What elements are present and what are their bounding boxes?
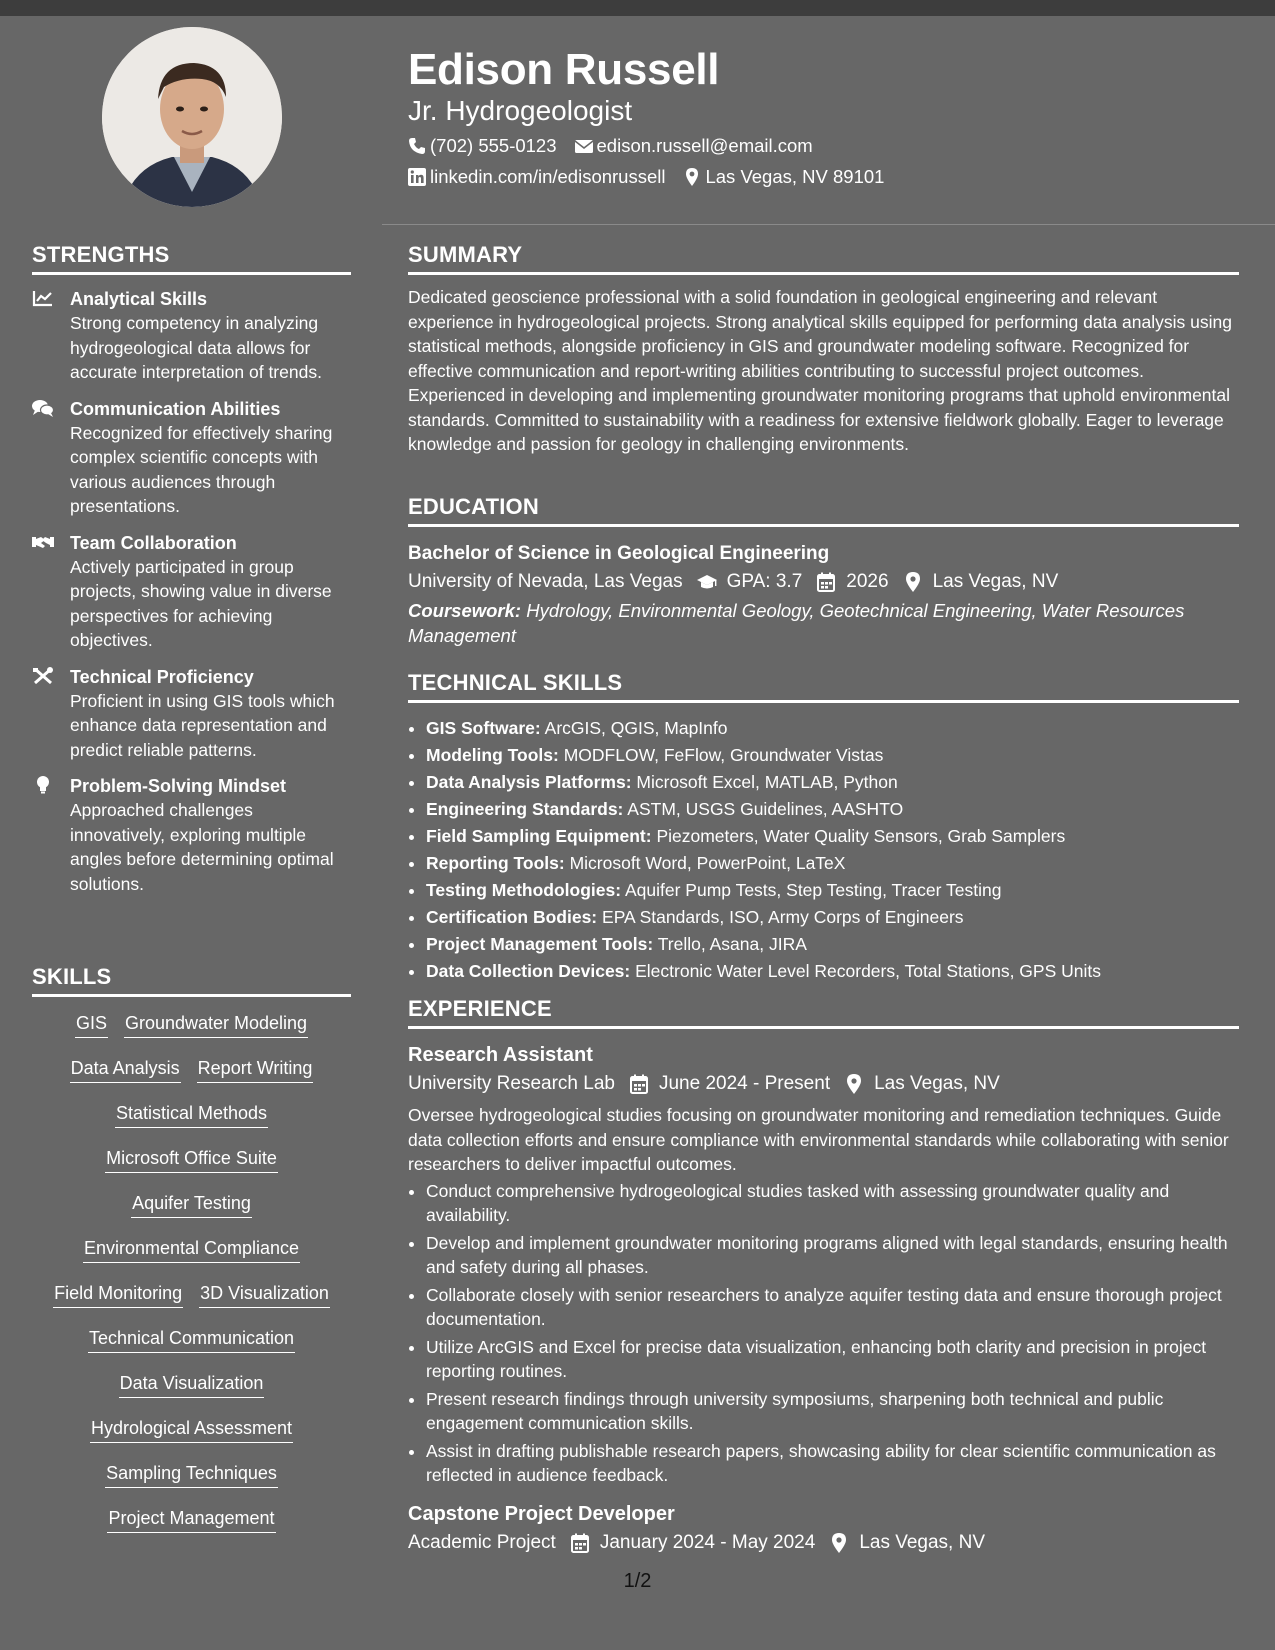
skill-row bbox=[32, 1461, 351, 1506]
list-item bbox=[426, 877, 1239, 904]
skill-row bbox=[32, 1371, 351, 1416]
skill-chip: Field Monitoring bbox=[53, 1281, 183, 1308]
skill-row bbox=[32, 1101, 351, 1146]
phone-icon bbox=[408, 137, 426, 155]
skill-chip: Hydrological Assessment bbox=[90, 1416, 293, 1443]
envelope-icon bbox=[575, 137, 593, 155]
skill-chip: 3D Visualization bbox=[199, 1281, 330, 1308]
strength-title: Analytical Skills bbox=[70, 289, 208, 309]
list-item bbox=[426, 958, 1239, 985]
skill-chip: GIS bbox=[75, 1011, 108, 1038]
strength-title: Communication Abilities bbox=[70, 398, 281, 419]
technical-skills-list bbox=[408, 715, 1239, 985]
tools-icon bbox=[32, 667, 54, 685]
phone-number[interactable]: (702) 555-0123 bbox=[430, 135, 557, 156]
list-item bbox=[426, 769, 1239, 796]
skill-row bbox=[32, 1506, 351, 1551]
skill-chip: Aquifer Testing bbox=[131, 1191, 252, 1218]
strength-desc: Recognized for effectively sharing complex scientific concepts with various audiences through presentations. bbox=[70, 422, 333, 516]
job-title: Jr. Hydrogeologist bbox=[408, 95, 633, 126]
experience-section bbox=[408, 996, 1239, 1558]
strength-title: Technical Proficiency bbox=[70, 666, 254, 687]
skill-value: Microsoft Excel, MATLAB, Python bbox=[636, 772, 898, 792]
comments-icon bbox=[32, 399, 54, 417]
skill-row bbox=[32, 1281, 351, 1326]
calendar-icon bbox=[816, 572, 836, 592]
chart-line-icon bbox=[32, 289, 54, 307]
skill-value: Trello, Asana, JIRA bbox=[657, 934, 807, 954]
list-item bbox=[426, 796, 1239, 823]
skill-label: Reporting Tools: bbox=[426, 853, 565, 873]
skill-value: EPA Standards, ISO, Army Corps of Engineers bbox=[602, 907, 964, 927]
calendar-icon bbox=[570, 1533, 590, 1553]
skill-label: Modeling Tools: bbox=[426, 745, 559, 765]
graduation-cap-icon bbox=[697, 572, 717, 592]
education-location: Las Vegas, NV bbox=[932, 571, 1059, 592]
technical-skills-heading: TECHNICAL SKILLS bbox=[408, 670, 1239, 703]
location-text: Las Vegas, NV 89101 bbox=[705, 166, 885, 187]
education-section bbox=[408, 494, 1239, 648]
school-name: University of Nevada, Las Vegas bbox=[408, 571, 683, 592]
email-link[interactable]: edison.russell@email.com bbox=[596, 135, 813, 156]
skill-row bbox=[32, 1416, 351, 1461]
skill-label: Project Management Tools: bbox=[426, 934, 654, 954]
job-dates: January 2024 - May 2024 bbox=[599, 1531, 816, 1553]
job-location: Las Vegas, NV bbox=[859, 1531, 986, 1553]
skill-value: Electronic Water Level Recorders, Total Stations, GPS Units bbox=[635, 961, 1101, 981]
skills-list bbox=[32, 1011, 351, 1551]
list-item: • Conduct comprehensive hydrogeological studies tasked with assessing groundwater quality and availability. bbox=[426, 1179, 1239, 1228]
job-entry bbox=[408, 1041, 1239, 1488]
skill-row bbox=[32, 1236, 351, 1281]
skill-chip: Statistical Methods bbox=[115, 1101, 268, 1128]
skill-row bbox=[32, 1056, 351, 1101]
skill-value: ASTM, USGS Guidelines, AASHTO bbox=[627, 799, 904, 819]
skills-heading: SKILLS bbox=[32, 964, 351, 997]
list-item: • Assist in drafting publishable research papers, showcasing ability for clear scientific communication as reflected in audience feedback. bbox=[426, 1439, 1239, 1488]
page-number: 1/2 bbox=[623, 1570, 652, 1592]
strength-item bbox=[32, 665, 351, 763]
summary-text: Dedicated geoscience professional with a solid foundation in geological engineering and relevant experience in hydrogeological projects. Strong analytical skills equipped for performing data analysis using statistical methods, alongside proficiency in GIS and groundwater modeling software. Recognized for effective communication and report-writing abilities contributing to successful project outcomes. Experienced in developing and implementing groundwater monitoring programs that uphold environmental standards. Committed to sustainability with a readiness for extensive fieldwork globally. Eager to leverage knowledge and passion for geology in challenging environments. bbox=[408, 287, 1232, 454]
job-position: Research Assistant bbox=[408, 1044, 593, 1066]
list-item: • Collaborate closely with senior researchers to analyze aquifer testing data and ensure thorough project documentation. bbox=[426, 1283, 1239, 1332]
technical-skills-section bbox=[408, 670, 1239, 985]
map-marker-icon bbox=[829, 1533, 849, 1553]
contact-row-2 bbox=[408, 165, 884, 189]
gpa-text: GPA: 3.7 bbox=[726, 571, 803, 592]
strength-desc: Approached challenges innovatively, exploring multiple angles before determining optimal solutions. bbox=[70, 800, 334, 894]
list-item bbox=[426, 742, 1239, 769]
experience-heading: EXPERIENCE bbox=[408, 996, 1239, 1029]
degree-name: Bachelor of Science in Geological Engineering bbox=[408, 543, 830, 564]
skill-value: Aquifer Pump Tests, Step Testing, Tracer Testing bbox=[625, 880, 1002, 900]
skill-chip: Data Analysis bbox=[70, 1056, 181, 1083]
skill-chip: Report Writing bbox=[197, 1056, 314, 1083]
calendar-icon bbox=[629, 1074, 649, 1094]
skill-value: Piezometers, Water Quality Sensors, Grab Samplers bbox=[656, 826, 1066, 846]
summary-section bbox=[408, 242, 1239, 457]
strength-item bbox=[32, 287, 351, 385]
header-divider bbox=[382, 224, 1275, 225]
list-item: • Utilize ArcGIS and Excel for precise data visualization, enhancing both clarity and precision in project reporting routines. bbox=[426, 1335, 1239, 1384]
skill-value: Microsoft Word, PowerPoint, LaTeX bbox=[569, 853, 846, 873]
strength-item bbox=[32, 531, 351, 653]
map-marker-icon bbox=[683, 168, 701, 186]
education-meta bbox=[408, 567, 1239, 597]
job-dates: June 2024 - Present bbox=[658, 1073, 831, 1094]
job-description: Oversee hydrogeological studies focusing on groundwater monitoring and remediation techniques. Guide data collection efforts and ensure compliance with environmental standards while collaborating with senior researchers to deliver impactful outcomes. bbox=[408, 1105, 1229, 1174]
list-item bbox=[426, 850, 1239, 877]
linkedin-link[interactable]: linkedin.com/in/edisonrussell bbox=[430, 166, 666, 187]
list-item bbox=[426, 931, 1239, 958]
contact-row-1 bbox=[408, 134, 813, 158]
skill-chip: Sampling Techniques bbox=[105, 1461, 278, 1488]
top-bar bbox=[0, 0, 1275, 16]
strength-desc: Proficient in using GIS tools which enhance data representation and predict reliable patterns. bbox=[70, 690, 335, 760]
list-item bbox=[426, 904, 1239, 931]
skill-value: ArcGIS, QGIS, MapInfo bbox=[544, 718, 728, 738]
strengths-section bbox=[32, 242, 351, 896]
graduation-year: 2026 bbox=[846, 571, 889, 592]
strength-title: Team Collaboration bbox=[70, 532, 237, 553]
skill-chip: Groundwater Modeling bbox=[124, 1011, 308, 1038]
skill-label: Data Collection Devices: bbox=[426, 961, 631, 981]
job-meta bbox=[408, 1069, 1239, 1099]
skill-row bbox=[32, 1326, 351, 1371]
skill-row bbox=[32, 1146, 351, 1191]
strengths-heading: STRENGTHS bbox=[32, 242, 351, 275]
coursework bbox=[408, 599, 1239, 648]
skill-label: Engineering Standards: bbox=[426, 799, 624, 819]
coursework-label: Coursework: bbox=[408, 600, 522, 621]
skills-section bbox=[32, 964, 351, 1551]
list-item bbox=[426, 823, 1239, 850]
summary-heading: SUMMARY bbox=[408, 242, 1239, 275]
job-organization: Academic Project bbox=[408, 1531, 556, 1553]
map-marker-icon bbox=[844, 1074, 864, 1094]
skill-chip: Environmental Compliance bbox=[83, 1236, 300, 1263]
skill-label: Testing Methodologies: bbox=[426, 880, 622, 900]
job-organization: University Research Lab bbox=[408, 1073, 615, 1094]
skill-label: Field Sampling Equipment: bbox=[426, 826, 652, 846]
education-heading: EDUCATION bbox=[408, 494, 1239, 527]
strength-desc: Actively participated in group projects, showing value in diverse perspectives for achieving objectives. bbox=[70, 556, 332, 650]
skill-label: GIS Software: bbox=[426, 718, 541, 738]
linkedin-icon bbox=[408, 168, 426, 186]
skill-chip: Data Visualization bbox=[119, 1371, 265, 1398]
strength-desc: Strong competency in analyzing hydrogeological data allows for accurate interpretation of trends. bbox=[70, 313, 322, 382]
skill-chip: Microsoft Office Suite bbox=[105, 1146, 278, 1173]
skill-chip: Technical Communication bbox=[88, 1326, 295, 1353]
list-item: • Present research findings through university symposiums, sharpening both technical and public engagement communication skills. bbox=[426, 1387, 1239, 1436]
skill-value: MODFLOW, FeFlow, Groundwater Vistas bbox=[563, 745, 884, 765]
coursework-list: Hydrology, Environmental Geology, Geotechnical Engineering, Water Resources Management bbox=[408, 600, 1185, 646]
map-marker-icon bbox=[903, 572, 923, 592]
profile-photo bbox=[102, 27, 282, 207]
job-bullets bbox=[408, 1179, 1239, 1488]
skill-row bbox=[32, 1011, 351, 1056]
lightbulb-icon bbox=[32, 776, 54, 794]
strength-item bbox=[32, 397, 351, 519]
skill-chip: Project Management bbox=[107, 1506, 275, 1533]
skill-label: Certification Bodies: bbox=[426, 907, 598, 927]
strength-title: Problem-Solving Mindset bbox=[70, 776, 287, 796]
job-position: Capstone Project Developer bbox=[408, 1502, 675, 1525]
handshake-icon bbox=[32, 533, 54, 551]
strength-item bbox=[32, 774, 351, 896]
skill-label: Data Analysis Platforms: bbox=[426, 772, 632, 792]
job-location: Las Vegas, NV bbox=[874, 1073, 1000, 1094]
list-item: • Develop and implement groundwater monitoring programs aligned with legal standards, ensuring health and safety during all phases. bbox=[426, 1231, 1239, 1280]
skill-row bbox=[32, 1191, 351, 1236]
candidate-name: Edison Russell bbox=[408, 45, 720, 94]
job-meta bbox=[408, 1528, 1239, 1558]
job-entry bbox=[408, 1500, 1239, 1558]
list-item bbox=[426, 715, 1239, 742]
